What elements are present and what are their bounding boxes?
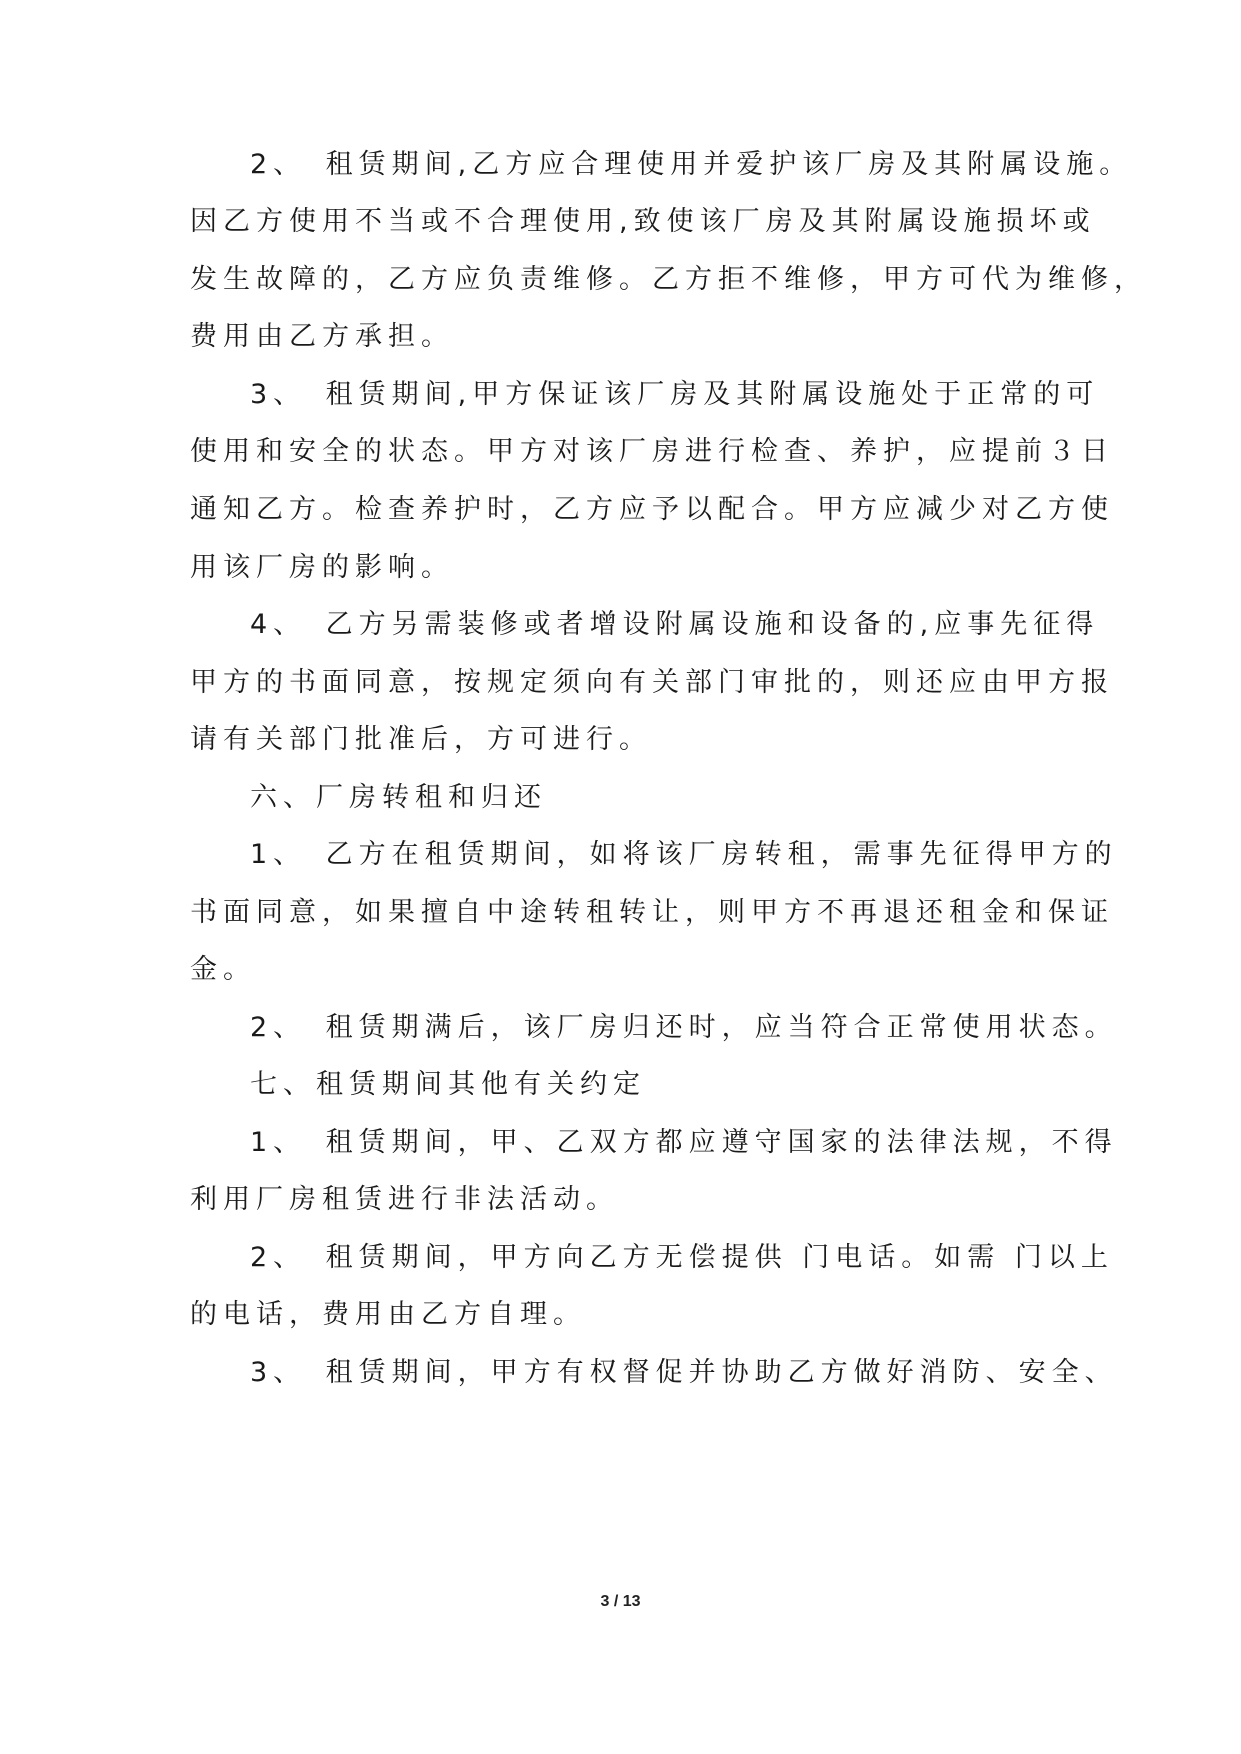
paragraph-line: 使用和安全的状态。甲方对该厂房进行检查、养护，应提前３日	[190, 436, 1114, 467]
paragraph-line: 金。	[190, 954, 256, 985]
paragraph-line: 2、 租赁期间，甲方向乙方无偿提供 门电话。如需 门以上	[250, 1242, 1114, 1273]
paragraph-line: 3、 租赁期间，甲方有权督促并协助乙方做好消防、安全、	[250, 1357, 1118, 1388]
paragraph-line: 1、 租赁期间，甲、乙双方都应遵守国家的法律法规，不得	[250, 1127, 1118, 1158]
section-heading: 六、厂房转租和归还	[250, 782, 547, 813]
paragraph-line: 3、 租赁期间,甲方保证该厂房及其附属设施处于正常的可	[250, 379, 1100, 410]
paragraph-line: 利用厂房租赁进行非法活动。	[190, 1184, 619, 1215]
section-heading: 七、租赁期间其他有关约定	[250, 1069, 646, 1100]
paragraph-line: 2、 租赁期间,乙方应合理使用并爱护该厂房及其附属设施。	[250, 149, 1133, 180]
paragraph-line: 4、 乙方另需装修或者增设附属设施和设备的,应事先征得	[250, 609, 1100, 640]
paragraph-line: 费用由乙方承担。	[190, 321, 454, 352]
paragraph-line: 因乙方使用不当或不合理使用,致使该厂房及其附属设施损坏或	[190, 206, 1096, 237]
page-number: 3 / 13	[600, 1593, 641, 1610]
paragraph-line: 通知乙方。检查养护时，乙方应予以配合。甲方应减少对乙方使	[190, 494, 1114, 525]
paragraph-line: 1、 乙方在租赁期间，如将该厂房转租，需事先征得甲方的	[250, 839, 1118, 870]
paragraph-line: 2、 租赁期满后，该厂房归还时，应当符合正常使用状态。	[250, 1012, 1118, 1043]
paragraph-line: 发生故障的，乙方应负责维修。乙方拒不维修，甲方可代为维修，	[190, 264, 1147, 295]
paragraph-line: 甲方的书面同意，按规定须向有关部门审批的，则还应由甲方报	[190, 667, 1114, 698]
paragraph-line: 书面同意，如果擅自中途转租转让，则甲方不再退还租金和保证	[190, 897, 1114, 928]
paragraph-line: 请有关部门批准后，方可进行。	[190, 724, 652, 755]
paragraph-line: 用该厂房的影响。	[190, 552, 454, 583]
paragraph-line: 的电话，费用由乙方自理。	[190, 1299, 586, 1330]
